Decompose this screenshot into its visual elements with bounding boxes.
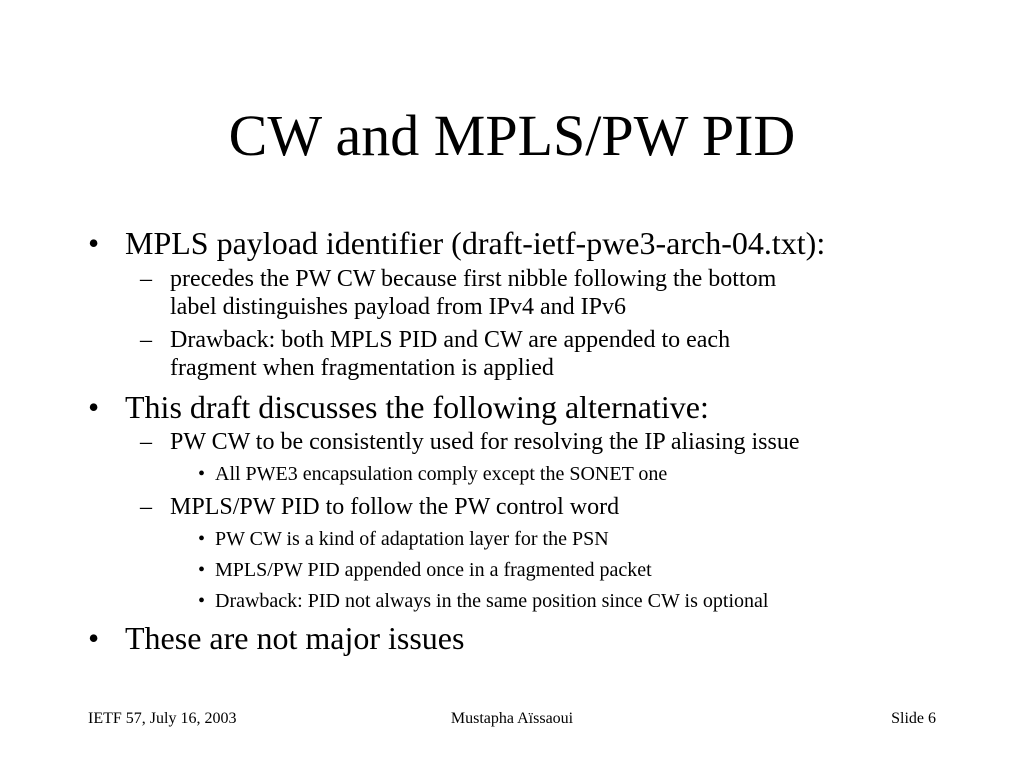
bullet-text: This draft discusses the following alternative: (125, 389, 709, 425)
footer-slide-number: Slide 6 (891, 710, 936, 727)
footer-author: Mustapha Aïssaoui (450, 710, 574, 727)
sub-bullet-text: Drawback: both MPLS PID and CW are appended to each (170, 327, 731, 353)
dash-marker: – (140, 429, 152, 455)
bullet-text: MPLS payload identifier (draft-ietf-pwe3-arch-04.txt): (125, 225, 826, 261)
sub-sub-bullet-text: All PWE3 encapsulation comply except the SONET one (215, 463, 668, 485)
sub-sub-bullet-text: PW CW is a kind of adaptation layer for the PSN (215, 528, 609, 550)
sub-bullet-text: PW CW to be consistently used for resolving the IP aliasing issue (170, 429, 800, 455)
bullet-marker-small: • (198, 463, 206, 485)
bullet-marker: • (88, 389, 100, 425)
sub-bullet-text: MPLS/PW PID to follow the PW control word (170, 494, 620, 520)
sub-sub-bullet-text: MPLS/PW PID appended once in a fragmented packet (215, 559, 652, 581)
bullet-marker-small: • (198, 528, 206, 550)
sub-bullet-text: label distinguishes payload from IPv4 and IPv6 (170, 294, 626, 320)
bullet-marker: • (88, 225, 100, 261)
slide-title: CW and MPLS/PW PID (228, 103, 796, 168)
dash-marker: – (140, 494, 152, 520)
dash-marker: – (140, 327, 152, 353)
sub-bullet-text: precedes the PW CW because first nibble following the bottom (170, 266, 777, 292)
sub-sub-bullet-text: Drawback: PID not always in the same position since CW is optional (215, 590, 769, 612)
bullet-marker: • (88, 620, 100, 656)
dash-marker: – (140, 266, 152, 292)
bullet-text: These are not major issues (125, 620, 465, 656)
bullet-marker-small: • (198, 590, 206, 612)
bullet-marker-small: • (198, 559, 206, 581)
sub-bullet-text: fragment when fragmentation is applied (170, 355, 554, 381)
footer-event-date: IETF 57, July 16, 2003 (88, 710, 237, 727)
